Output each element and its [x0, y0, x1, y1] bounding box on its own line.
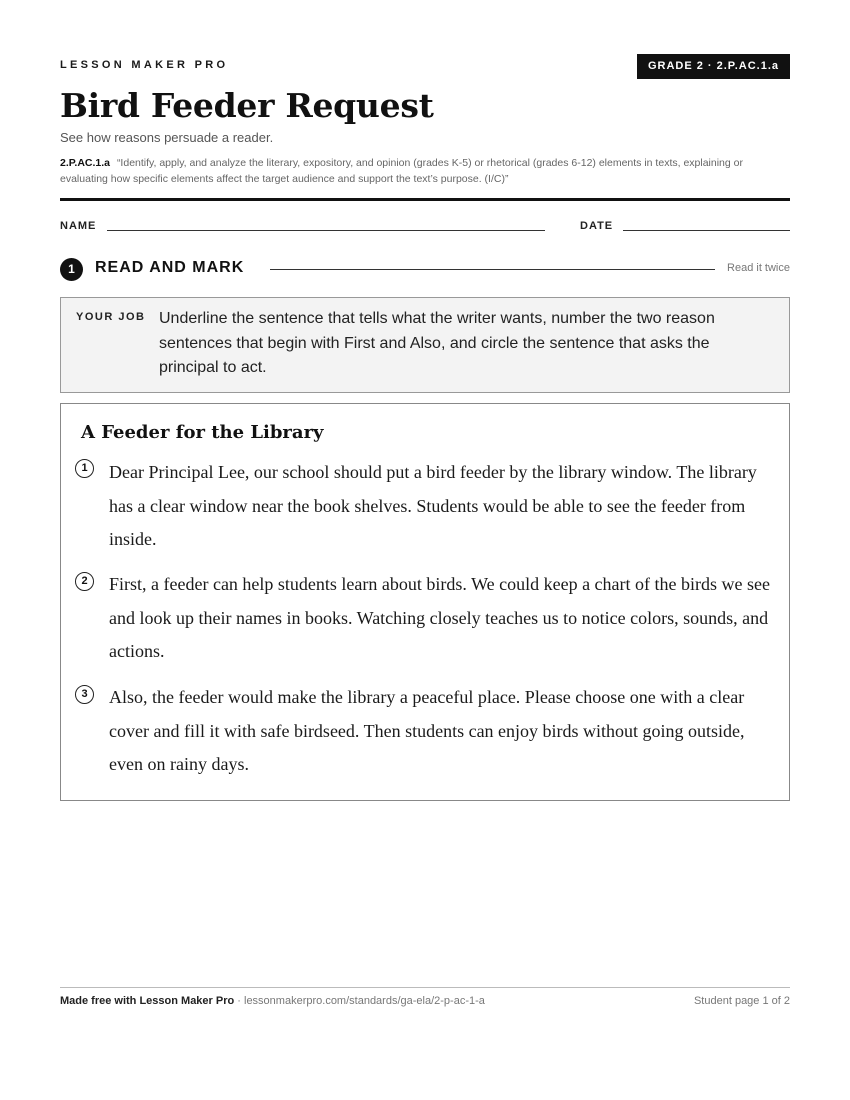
- standard-code: 2.P.AC.1.a: [60, 157, 111, 169]
- section-divider: [270, 269, 715, 270]
- paragraph-number-circle: 2: [75, 572, 94, 591]
- paragraph-text[interactable]: Dear Principal Lee, our school should put a bird feeder by the library window. The library has a clear window near the book shelves. Students would be able to see the feeder from inside.: [109, 462, 757, 549]
- standard-description: [60, 155, 790, 187]
- paragraph-text[interactable]: Also, the feeder would make the library a peaceful place. Please choose one with a clear cover and fill it with safe birdseed. Then students can enjoy birds without going outside, even on rainy days.: [109, 687, 745, 774]
- section-title: READ AND MARK: [95, 259, 245, 276]
- instructions-text: Underline the sentence that tells what the writer wants, number the two reason sentences that begin with First and Also, and circle the sentence that asks the principal to act.: [159, 310, 715, 376]
- name-label: NAME: [60, 220, 97, 232]
- reading-passage: [60, 403, 790, 801]
- footer-url[interactable]: lessonmakerpro.com/standards/ga-ela/2-p-ac-1-a: [244, 995, 485, 1007]
- footer-separator: ·: [234, 995, 244, 1007]
- brand-name: LESSON MAKER PRO: [60, 59, 229, 71]
- footer-divider: [60, 987, 790, 988]
- paragraph-number-circle: 1: [75, 459, 94, 478]
- grade-badge: GRADE 2 · 2.P.AC.1.a: [637, 54, 790, 79]
- footer-page-number: Student page 1 of 2: [693, 995, 790, 1007]
- passage-title: A Feeder for the Library: [81, 422, 324, 443]
- name-field[interactable]: [107, 230, 545, 231]
- standard-text: “Identify, apply, and analyze the literary, expository, and opinion (grades K-5) or rhetorical (grades 6-12) elements in texts, explaining or evaluating how specific elements affect the target audience and support the text’s purpose. (I/C)”: [60, 157, 743, 185]
- date-label: DATE: [580, 220, 614, 232]
- date-field[interactable]: [623, 230, 790, 231]
- section-number-badge: 1: [60, 258, 83, 281]
- instructions-box: [60, 297, 790, 393]
- page-subtitle: See how reasons persuade a reader.: [60, 130, 274, 145]
- page-title: Bird Feeder Request: [60, 86, 434, 125]
- footer-made-with: Made free with Lesson Maker Pro: [60, 995, 235, 1007]
- section-note: Read it twice: [727, 262, 790, 274]
- instructions-label: YOUR JOB: [76, 311, 146, 323]
- paragraph-number-circle: 3: [75, 685, 94, 704]
- footer-credit: [60, 995, 485, 1007]
- worksheet-page: [60, 0, 790, 1100]
- header-divider: [60, 198, 790, 201]
- paragraph-text[interactable]: First, a feeder can help students learn about birds. We could keep a chart of the birds we see and look up their names in books. Watching closely teaches us to notice colors, sounds, and actions.: [109, 574, 770, 661]
